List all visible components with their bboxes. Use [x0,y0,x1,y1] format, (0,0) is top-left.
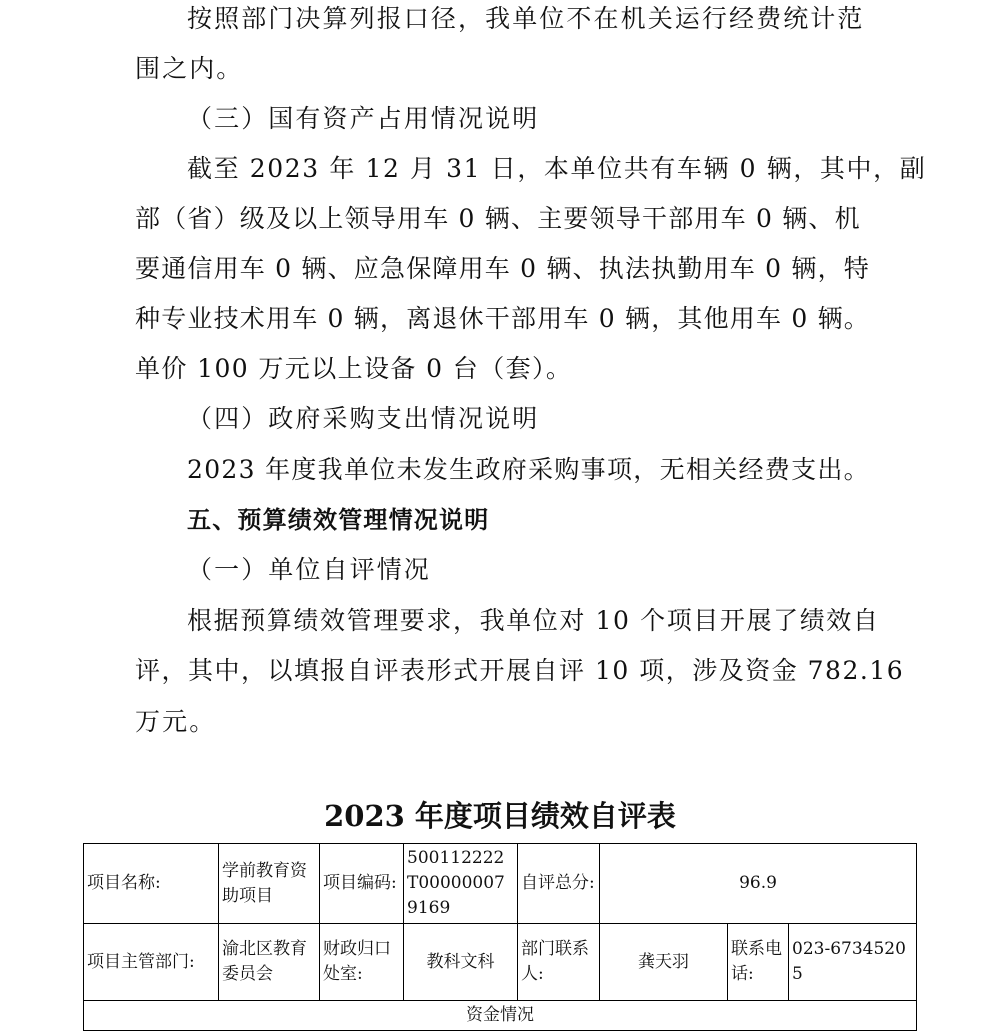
table-row [84,1001,917,1031]
chapter-heading: 五、预算绩效管理情况说明 [187,506,490,534]
paragraph-line: 根据预算绩效管理要求，我单位对 10 个项目开展了绩效自 [187,606,880,635]
value-contact: 龚天羽 [600,924,728,1001]
label-contact: 部门联系人: [518,924,600,1001]
paragraph-line: 截至 2023 年 12 月 31 日，本单位共有车辆 0 辆，其中，副 [187,154,927,183]
table-row [84,844,917,924]
paragraph-line: 围之内。 [135,54,244,83]
table-row [84,924,917,1001]
value-project-name: 学前教育资助项目 [219,844,320,924]
value-project-code: 500112222T000000079169 [404,844,518,924]
value-office: 教科文科 [404,924,518,1001]
paragraph-line: 种专业技术用车 0 辆，离退休干部用车 0 辆，其他用车 0 辆。 [135,304,870,333]
funds-header: 资金情况 [84,1001,917,1031]
paragraph-line: 单价 100 万元以上设备 0 台（套）。 [135,354,573,383]
value-phone: 023-67345205 [789,924,917,1001]
value-dept: 渝北区教育委员会 [219,924,320,1001]
section-heading: （一）单位自评情况 [187,555,431,584]
paragraph-line: 万元。 [135,707,217,736]
paragraph-line: 按照部门决算列报口径，我单位不在机关运行经费统计范 [187,4,865,33]
paragraph-line: 2023 年度我单位未发生政府采购事项，无相关经费支出。 [187,455,870,484]
section-heading: （三）国有资产占用情况说明 [187,104,540,133]
paragraph-line: 评，其中，以填报自评表形式开展自评 10 项，涉及资金 782.16 [135,656,905,685]
label-office: 财政归口处室: [320,924,404,1001]
label-project-name: 项目名称: [84,844,219,924]
label-dept: 项目主管部门: [84,924,219,1001]
section-heading: （四）政府采购支出情况说明 [187,404,540,433]
value-self-score: 96.9 [600,844,917,924]
label-phone: 联系电话: [728,924,789,1001]
label-project-code: 项目编码: [320,844,404,924]
paragraph-line: 要通信用车 0 辆、应急保障用车 0 辆、执法执勤用车 0 辆，特 [135,254,871,283]
evaluation-table [83,843,917,1031]
table-title: 2023 年度项目绩效自评表 [324,799,676,833]
label-self-score: 自评总分: [518,844,600,924]
paragraph-line: 部（省）级及以上领导用车 0 辆、主要领导干部用车 0 辆、机 [135,204,861,233]
